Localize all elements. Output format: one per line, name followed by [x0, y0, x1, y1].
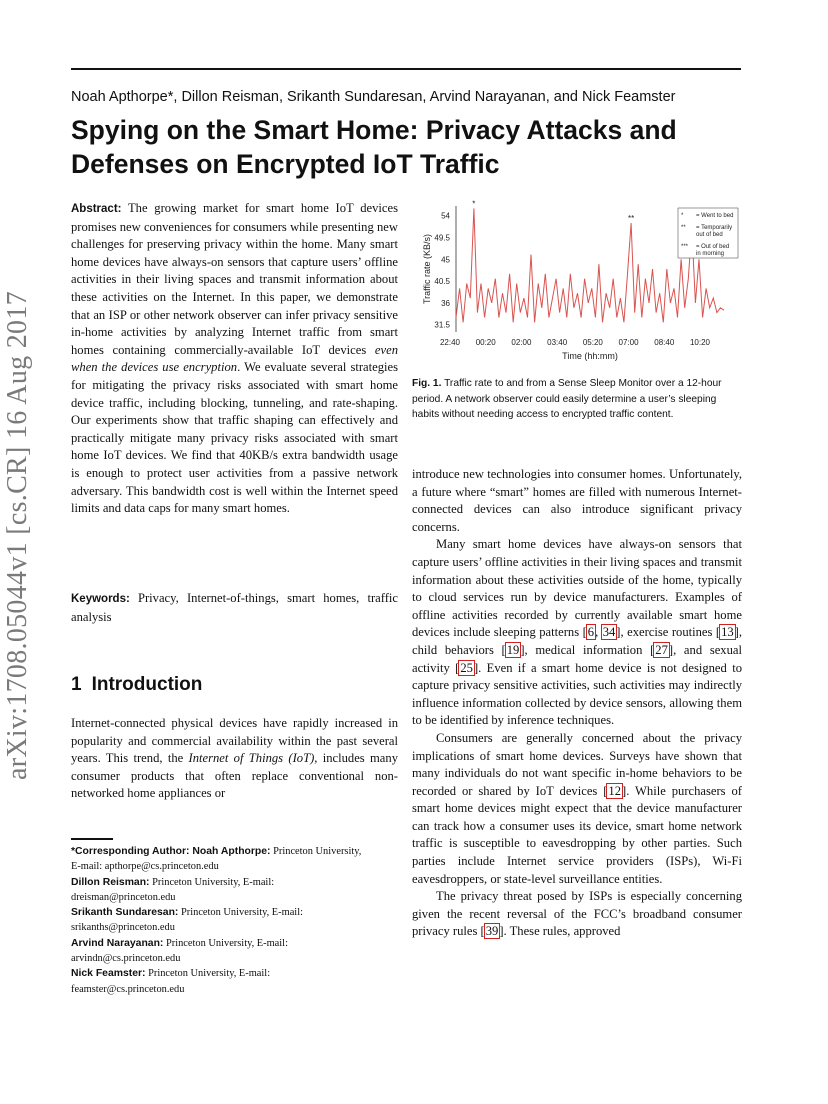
footnote [71, 966, 371, 997]
abstract-text-1: The growing market for smart home IoT devices promises new conveniences for consumers while presenting new challenges for preserving privacy within the home. Many smart home devices have always-on sensors that capture users’ offline activities in their living spaces and transmit information about these activities on the Internet. In this paper, we demonstrate that an ISP or other network observer can infer privacy sensitive in-home activities by analyzing Internet traffic from smart homes containing commercially-available IoT devices [71, 201, 398, 357]
intro-text: ], medical information [ [520, 642, 655, 657]
intro-paragraph [412, 536, 742, 730]
abstract-label: Abstract: [71, 203, 122, 215]
x-tick-label: 05:20 [582, 338, 603, 347]
citation-link[interactable]: 34 [602, 625, 616, 640]
x-tick-label: 07:00 [618, 338, 639, 347]
paper-title: Spying on the Smart Home: Privacy Attacks and Defenses on Encrypted IoT Traffic [71, 115, 677, 179]
citation-link[interactable]: 19 [506, 642, 520, 657]
intro-paragraph [412, 730, 742, 888]
intro-text: ]. Even if a smart home device is not designed to capture privacy sensitive activities, such activities may indirectly influence information collected by device sensors, allowing them to be identified by inference techniques. [412, 660, 742, 728]
footnote [71, 875, 371, 906]
figure-caption-text: Traffic rate to and from a Sense Sleep Monitor over a 12-hour period. A network observer could easily determine a user’s sleeping habits without needing access to encrypted traffic content. [412, 378, 722, 420]
traffic-rate-chart [412, 198, 742, 368]
abstract-text-2: . We evaluate several strategies for mitigating the privacy risks associated with smart home device traffic, including blocking, tunneling, and rate-shaping. Our experiments show that traffic shaping can effectively and practically mitigate many privacy risks associated with smart home IoT devices. We find that 40KB/s extra bandwidth usage is enough to protect user activities from a passive network adversary. This bandwidth cost is well within the Internet speed limits and data caps for many smart homes. [71, 360, 399, 516]
footnote-author: Nick Feamster: [71, 968, 146, 980]
y-tick-label: 40.5 [434, 277, 450, 287]
intro-text: ], exercise routines [ [616, 625, 721, 640]
legend-label: out of bed [696, 232, 723, 238]
citation-link[interactable]: 13 [721, 625, 734, 640]
legend-label: = Out of bed [696, 244, 730, 250]
citation-link[interactable]: 39 [485, 924, 499, 939]
footnote-text: Princeton University, E-mail: apthorpe@cs.princeton.edu [71, 846, 362, 873]
footnote-text: Princeton University, E-mail: srikanths@princeton.edu [71, 907, 303, 934]
intro-text: ]. While purchasers of smart home devices might expect that the device manufacturer can track how a consumer uses its device, smart home network traffic is susceptible to eavesdropping by other parties. Such parties include Internet service providers (ISPs), Wi-Fi eavesdroppers, or state-level surveillance entities. [412, 783, 742, 886]
chart-canvas [412, 198, 742, 368]
section-title: Introduction [91, 674, 203, 695]
annotation-marker: ** [627, 213, 635, 223]
intro-text: ], and sexual activity [ [412, 642, 742, 675]
intro-text: Internet-connected physical devices have rapidly increased in popularity and commercial availability within the past several years. This trend, the [71, 716, 398, 766]
intro-text: Many smart home devices have always-on sensors that capture users’ offline activities in their living spaces and transmit information about these activities outside of the home, typically to cloud services run by device manufacturers. Examples of offline activities recorded by currently available smart home devices include sleeping patterns [ [412, 537, 742, 640]
y-tick-label: 45 [441, 255, 450, 265]
intro-text: ], child behaviors [ [412, 625, 743, 657]
footnote-text: Princeton University, E-mail: arvindn@cs.princeton.edu [71, 937, 288, 965]
top-rule [71, 68, 741, 70]
intro-paragraph [412, 888, 742, 941]
legend-label: = Went to bed [696, 213, 734, 219]
intro-text: The privacy threat posed by ISPs is especially concerning given the recent reversal of the FCC’s broadband consumer privacy rules [ [412, 889, 742, 939]
x-axis-title: Time (hh:mm) [562, 351, 618, 361]
citation-link[interactable]: 27 [655, 642, 668, 657]
author-list: Noah Apthorpe*, Dillon Reisman, Srikanth Sundaresan, Arvind Narayanan, and Nick Feamster [71, 89, 676, 105]
intro-text: , includes many consumer products that often replace conventional non-networked home appliances or [71, 751, 398, 801]
section-heading-introduction [71, 674, 202, 696]
legend-marker: *** [681, 244, 689, 250]
citation-link[interactable]: 25 [460, 660, 473, 675]
footnote [71, 936, 371, 967]
y-tick-label: 49.5 [434, 233, 450, 243]
x-tick-label: 22:40 [439, 338, 461, 347]
y-tick-label: 36 [441, 298, 450, 308]
footnote-rule [71, 838, 113, 840]
legend-label: = Temporarily [696, 225, 733, 231]
figure-label: Fig. 1. [412, 378, 442, 389]
footnote-text: Princeton University, E-mail: feamster@cs.princeton.edu [71, 968, 271, 995]
y-tick-label: 54 [441, 211, 450, 221]
keywords [71, 590, 398, 626]
figure-caption [412, 376, 742, 423]
intro-text: , [595, 625, 602, 640]
y-tick-label: 31.5 [434, 320, 450, 330]
intro-text: introduce new technologies into consumer homes. Unfortunately, a future where “smart” homes are filled with numerous Internet-connected devices can also introduce significant privacy concerns. [412, 467, 742, 534]
intro-paragraph [412, 466, 742, 536]
footnote-text: Princeton University, E-mail: dreisman@princeton.edu [71, 876, 275, 903]
abstract-emphasis: even when the devices use encryption [71, 342, 398, 375]
intro-text: ]. These rules, approved [499, 924, 621, 939]
citation-link[interactable]: 6 [587, 625, 595, 640]
intro-emphasis: Internet of Things (IoT) [188, 751, 315, 766]
intro-paragraph-left [71, 715, 398, 803]
footnote-author: Srikanth Sundaresan: [71, 907, 179, 919]
footnotes [71, 844, 371, 997]
footnote-author: *Corresponding Author: Noah Apthorpe: [71, 846, 271, 857]
footnote [71, 844, 371, 875]
arxiv-identifier[interactable]: arXiv:1708.05044v1 [cs.CR] 16 Aug 2017 [2, 291, 33, 780]
keywords-label: Keywords: [71, 593, 130, 605]
x-tick-label: 02:00 [511, 338, 532, 347]
intro-paragraphs-right [412, 466, 742, 941]
legend-marker: ** [681, 225, 686, 231]
keywords-text: Privacy, Internet-of-things, smart homes, traffic analysis [71, 591, 398, 624]
intro-text: Consumers are generally concerned about the privacy implications of smart home devices. Surveys have shown that many individuals do not want specific in-home behaviors to be recorded or shared by IoT devices [ [412, 730, 742, 798]
x-tick-label: 03:40 [547, 338, 568, 347]
abstract [71, 200, 398, 518]
y-axis-title: Traffic rate (KB/s) [422, 233, 432, 305]
footnote [71, 905, 371, 936]
x-tick-label: 10:20 [689, 338, 711, 347]
x-tick-label: 00:20 [475, 338, 496, 347]
footnote-author: Dillon Reisman: [71, 876, 150, 888]
annotation-marker: * [472, 199, 476, 209]
legend-marker: * [681, 213, 684, 219]
section-number: 1 [71, 674, 82, 695]
x-tick-label: 08:40 [654, 338, 675, 347]
citation-link[interactable]: 12 [608, 783, 622, 798]
legend-label: in morning [696, 251, 725, 257]
footnote-author: Arvind Narayanan: [71, 937, 164, 949]
